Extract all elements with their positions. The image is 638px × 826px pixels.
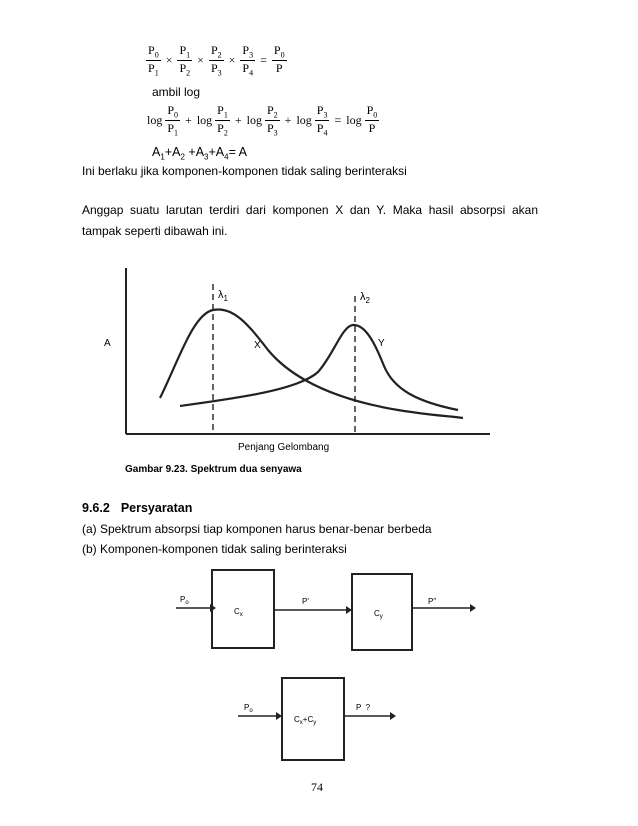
fraction-4: $\frac{P_3}{P_4}$ (242, 43, 254, 78)
log-fraction-4: $\frac{P_3}{P_4}$ (316, 103, 328, 138)
plus-sign: + (234, 113, 242, 128)
ambil-log-text: ambil log (152, 85, 201, 99)
y-axis-label: A (104, 338, 111, 349)
paragraph-assumption: Anggap suatu larutan terdiri dari komponen X dan Y. Maka hasil absorpsi akan tampak seperti dibawah ini. (82, 203, 538, 238)
fraction-rhs: $\frac{P_0}{P}$ (273, 43, 285, 76)
log-fraction-1: $\frac{P_0}{P_1}$ (167, 103, 179, 138)
log-fraction-rhs: $\frac{P_0}{P}$ (366, 103, 378, 136)
mixture-cell-diagram (232, 674, 402, 764)
cell-cx-box (212, 570, 274, 648)
fraction-3: $\frac{P_2}{P_3}$ (210, 43, 222, 78)
spectrum-figure (98, 262, 498, 462)
lambda1-label: $\lambda_1$ (218, 289, 228, 303)
cell-cy-box (352, 574, 412, 650)
fraction-2: $\frac{P_1}{P_2}$ (179, 43, 191, 78)
fraction-1: $\frac{P_0}{P_1}$ (148, 43, 159, 78)
log-equation (147, 104, 379, 138)
interaction-note: Ini berlaku jika komponen-komponen tidak saling berinteraksi (82, 164, 407, 178)
times-sign: × (165, 53, 173, 68)
diagram1-mid-label: P' (302, 597, 309, 606)
diagram1-output-label: P" (428, 597, 437, 606)
plus-sign: + (185, 113, 192, 128)
equals-sign: = (334, 113, 342, 128)
cell-cx-label: $C_x$ (234, 607, 243, 618)
log-word: log (346, 113, 362, 128)
absorbance-sum-equation: $A_1+A_2 +A_3+A_4= A$ (152, 145, 248, 162)
plus-sign: + (284, 113, 292, 128)
curve-y-label: Y (378, 338, 385, 349)
lambda2-label: $\lambda_2$ (360, 291, 370, 305)
equals-sign: = (260, 53, 267, 68)
log-fraction-3: $\frac{P_2}{P_3}$ (266, 103, 278, 138)
times-sign: × (197, 53, 204, 68)
curve-x-label: X (254, 340, 261, 351)
log-word: log (296, 113, 312, 128)
curve-y (180, 325, 458, 410)
diagram1-input-label: $P_o$ (180, 595, 189, 606)
requirement-b: (b) Komponen-komponen tidak saling berinteraksi (82, 542, 347, 556)
log-word: log (196, 113, 213, 128)
log-word: log (147, 113, 163, 128)
times-sign: × (228, 53, 236, 68)
arrowhead-icon (470, 604, 476, 612)
requirement-a: (a) Spektrum absorpsi tiap komponen harus benar-benar berbeda (82, 522, 432, 536)
log-word: log (246, 113, 262, 128)
diagram2-output-label: P ? (356, 703, 371, 712)
figure-caption: Gambar 9.23. Spektrum dua senyawa (125, 464, 302, 475)
x-axis-label: Penjang Gelombang (238, 442, 330, 453)
section-heading: 9.6.2 Persyaratan (82, 501, 193, 515)
product-equation (146, 44, 287, 78)
mixture-cell-label: $C_x+C_y$ (294, 715, 317, 726)
log-fraction-2: $\frac{P_1}{P_2}$ (217, 103, 228, 138)
series-cells-diagram (170, 566, 480, 652)
diagram2-input-label: $P_o$ (244, 703, 253, 714)
page-number: 74 (311, 780, 323, 794)
cell-cy-label: $C_y$ (374, 609, 383, 620)
arrowhead-icon (390, 712, 396, 720)
